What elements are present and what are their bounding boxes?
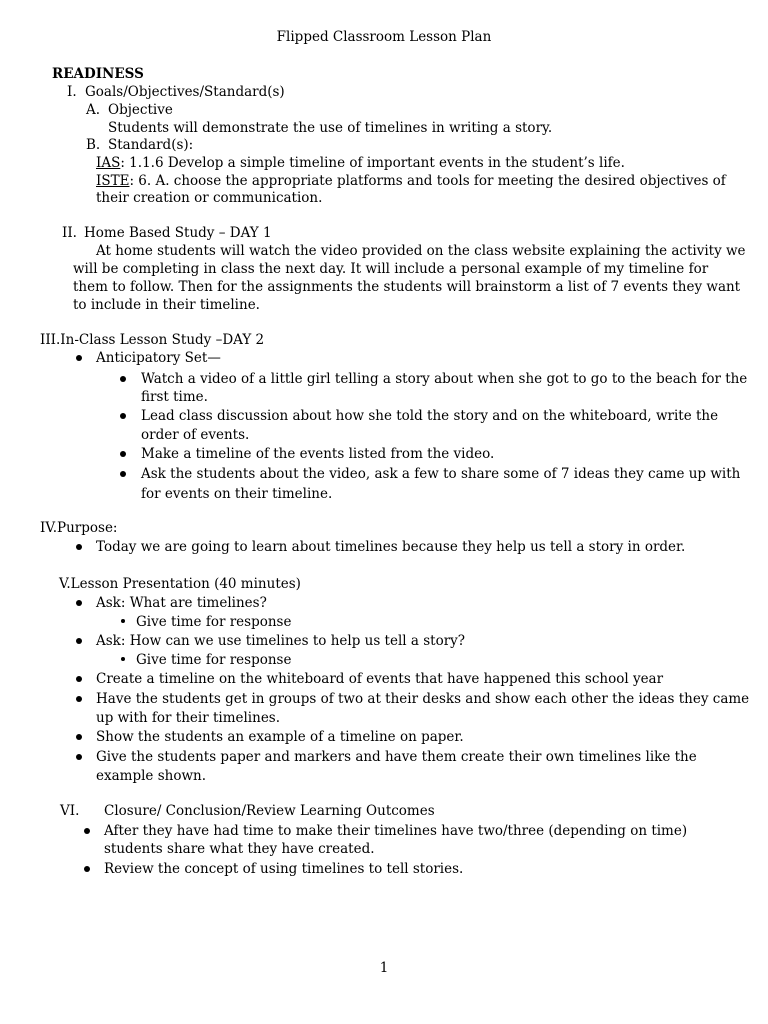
sub-bullet-icon <box>121 657 125 661</box>
bullet-icon <box>84 828 90 834</box>
list-item: Review the concept of using timelines to tell stories. <box>104 861 464 877</box>
list-item: Give the students paper and markers and have them create their own timelines like the <box>96 749 697 765</box>
sub-bullet-icon <box>121 619 125 623</box>
bullet-icon <box>76 696 82 702</box>
page-number: 1 <box>379 960 389 976</box>
list-item-continued: order of events. <box>141 427 250 443</box>
purpose-item: Today we are going to learn about timelines because they help us tell a story in order. <box>96 539 686 555</box>
section-2-line: will be completing in class the next day. It will include a personal example of my timeline for <box>73 261 709 277</box>
list-item: Lead class discussion about how she told the story and on the whiteboard, write the <box>141 408 719 424</box>
ias-standard <box>96 154 625 172</box>
ias-label: IAS <box>96 155 121 171</box>
bullet-icon <box>84 866 90 872</box>
question-item: Ask: What are timelines? <box>96 595 267 611</box>
bullet-icon <box>120 413 126 419</box>
question-item: Ask: How can we use timelines to help us tell a story? <box>96 633 466 649</box>
list-item: Create a timeline on the whiteboard of events that have happened this school year <box>96 671 664 687</box>
section-6-number: VI. <box>60 803 80 819</box>
iste-text: : 6. A. choose the appropriate platforms and tools for meeting the desired objectives of <box>129 173 726 189</box>
section-2-line: to include in their timeline. <box>73 297 260 313</box>
bullet-icon <box>76 600 82 606</box>
iste-label: ISTE <box>96 173 130 189</box>
bullet-icon <box>76 544 82 550</box>
bullet-icon <box>76 638 82 644</box>
section-2-line: them to follow. Then for the assignments the students will brainstorm a list of 7 events they want <box>73 279 741 295</box>
list-item-continued: students share what they have created. <box>104 841 375 857</box>
list-item-continued: first time. <box>141 389 208 405</box>
section-2-line: At home students will watch the video provided on the class website explaining the activity we <box>96 243 746 259</box>
standards-label: Standard(s): <box>108 137 194 153</box>
section-6-heading: Closure/ Conclusion/Review Learning Outcomes <box>104 803 435 819</box>
bullet-icon <box>76 754 82 760</box>
bullet-icon <box>76 355 82 361</box>
section-1-heading: Goals/Objectives/Standard(s) <box>85 84 285 100</box>
bullet-icon <box>120 376 126 382</box>
bullet-icon <box>76 734 82 740</box>
list-item: Have the students get in groups of two at their desks and show each other the ideas they came <box>96 691 750 707</box>
section-5-heading: V.Lesson Presentation (40 minutes) <box>59 576 301 592</box>
list-item: Ask the students about the video, ask a few to share some of 7 ideas they came up with <box>141 466 741 482</box>
section-2-heading: Home Based Study – DAY 1 <box>84 225 272 241</box>
standards-letter: B. <box>86 137 101 153</box>
anticipatory-set-label: Anticipatory Set— <box>96 350 221 366</box>
section-3-heading: III.In-Class Lesson Study –DAY 2 <box>40 332 265 348</box>
readiness-heading: READINESS <box>52 66 144 82</box>
list-item: Watch a video of a little girl telling a story about when she got to go to the beach for the <box>141 371 748 387</box>
bullet-icon <box>76 676 82 682</box>
sub-item: Give time for response <box>136 614 292 630</box>
list-item-continued: example shown. <box>96 768 206 784</box>
bullet-icon <box>120 451 126 457</box>
section-1-number: I. <box>67 84 77 100</box>
sub-item: Give time for response <box>136 652 292 668</box>
objective-letter: A. <box>86 102 101 118</box>
iste-text-continued: their creation or communication. <box>96 190 323 206</box>
ias-text: : 1.1.6 Develop a simple timeline of important events in the student’s life. <box>120 155 625 171</box>
list-item: Make a timeline of the events listed from the video. <box>141 446 495 462</box>
list-item-continued: for events on their timeline. <box>141 486 333 502</box>
section-4-heading: IV.Purpose: <box>40 520 118 536</box>
objective-label: Objective <box>108 102 173 118</box>
document-title: Flipped Classroom Lesson Plan <box>276 29 492 45</box>
list-item-continued: up with for their timelines. <box>96 710 281 726</box>
bullet-icon <box>120 471 126 477</box>
objective-text: Students will demonstrate the use of timelines in writing a story. <box>108 120 553 136</box>
iste-standard <box>96 172 726 190</box>
list-item: After they have had time to make their timelines have two/three (depending on time) <box>104 823 688 839</box>
section-2-number: II. <box>62 225 77 241</box>
list-item: Show the students an example of a timeline on paper. <box>96 729 464 745</box>
